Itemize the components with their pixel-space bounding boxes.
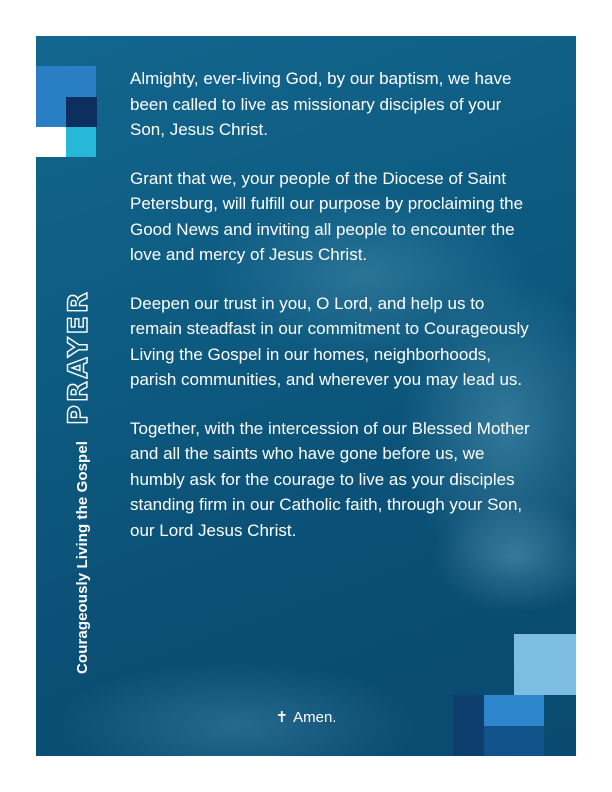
prayer-paragraph: Deepen our trust in you, O Lord, and help us to remain steadfast in our commitment to Courageously Living the Gospel in our homes, neighborhoods, parish communities, and wherever you may lead us. bbox=[130, 293, 529, 389]
decorative-square bbox=[66, 97, 97, 127]
prayer-card bbox=[36, 36, 576, 756]
prayer-paragraph: Almighty, ever-living God, by our baptism, we have been called to live as missionary disciples of your Son, Jesus Christ. bbox=[130, 69, 512, 139]
prayer-paragraph: Grant that we, your people of the Diocese of Saint Petersburg, will fulfill our purpose by proclaiming the Good News and inviting all people to encounter the love and mercy of Jesus Christ. bbox=[130, 168, 524, 264]
decorative-square bbox=[36, 127, 66, 157]
cross-icon: ✝ bbox=[275, 709, 289, 726]
decorative-square bbox=[484, 726, 544, 756]
vertical-heading bbox=[63, 289, 94, 674]
amen-text: Amen. bbox=[293, 709, 337, 726]
prayer-paragraph: Together, with the intercession of our Blessed Mother and all the saints who have gone before us, we humbly ask for the courage to live as your disciples standing firm in our Catholic faith, through your Son, our Lord Jesus Christ. bbox=[130, 418, 530, 540]
prayer-label: PRAYER bbox=[63, 289, 94, 425]
campaign-title: Courageously Living the Gospel bbox=[74, 440, 91, 674]
decorative-square bbox=[514, 634, 576, 695]
prayer-text bbox=[130, 66, 530, 566]
amen-line bbox=[36, 708, 576, 726]
decorative-square bbox=[66, 127, 96, 157]
